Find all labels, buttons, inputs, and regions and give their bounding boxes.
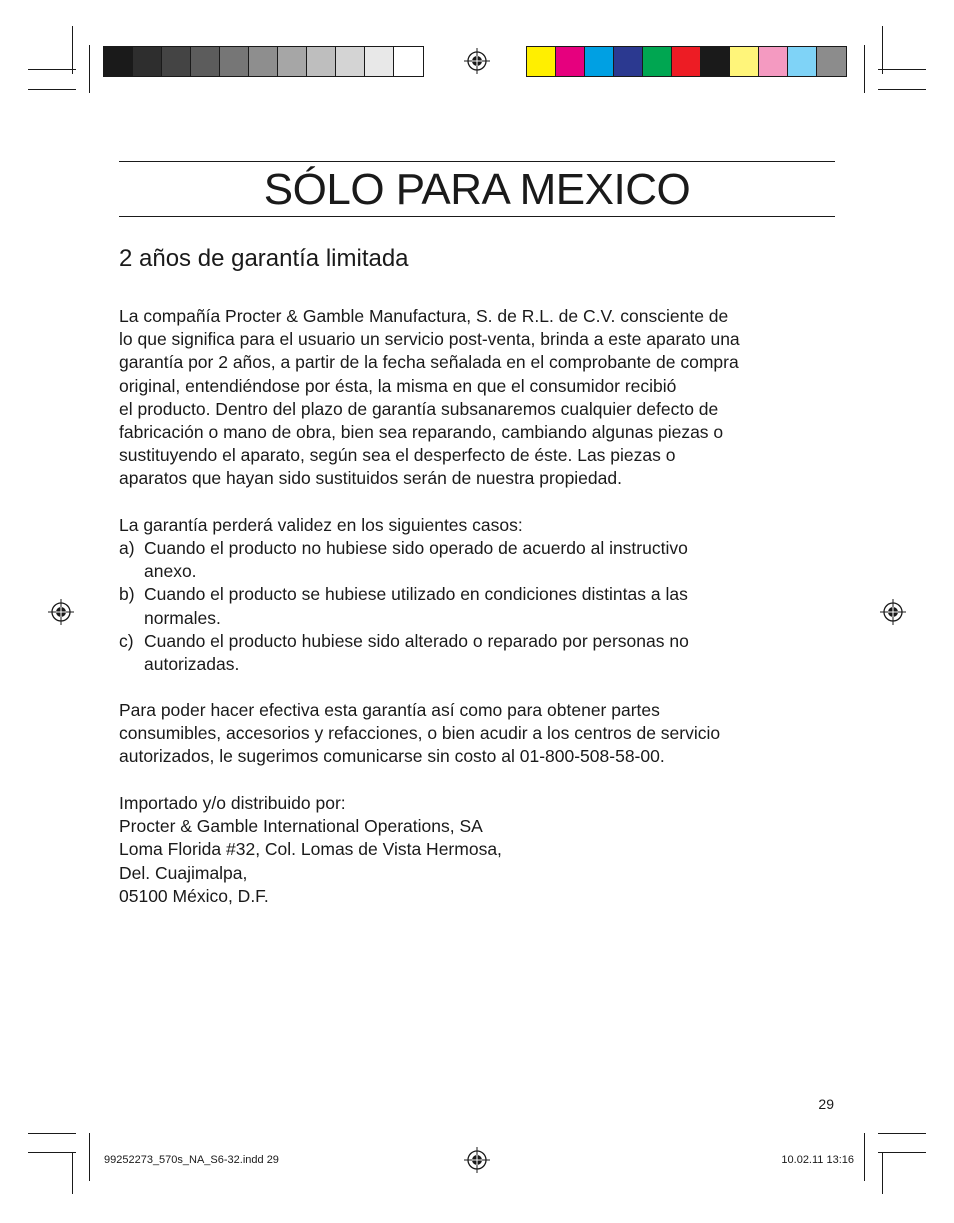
section-heading: 2 años de garantía limitada [119,245,409,272]
list-item [119,537,839,583]
registration-mark-icon [48,599,74,625]
cmyk-color-bar [526,46,847,77]
color-swatch [162,47,191,76]
gray-color-bar [103,46,424,77]
color-swatch [730,47,759,76]
crop-mark [878,1133,926,1134]
paragraph-line: el producto. Dentro del plazo de garantía subsanaremos cualquier defecto de [119,398,719,419]
color-swatch [365,47,394,76]
color-swatch [220,47,249,76]
paragraph-line: aparatos que hayan sido sustituidos serán de nuestra propiedad. [119,468,622,489]
list-item-marker: c) [119,630,134,651]
color-swatch [614,47,643,76]
list-item-marker: a) [119,538,135,558]
title-rule-top [119,161,835,162]
paragraph-line: lo que significa para el usuario un servicio post-venta, brinda a este aparato una [119,329,740,350]
crop-mark [882,26,883,74]
registration-mark-icon [464,1147,490,1173]
list-item [119,583,839,629]
paragraph-line: sustituyendo el aparato, según sea el desperfecto de éste. Las piezas o [119,445,676,466]
crop-mark [878,1152,926,1153]
address-line: Loma Florida #32, Col. Lomas de Vista Hermosa, [119,839,502,860]
color-swatch [133,47,162,76]
address-line: Procter & Gamble International Operations, SA [119,816,483,837]
page-title: SÓLO PARA MEXICO [263,165,691,214]
crop-mark [28,89,76,90]
title-rule-bottom [119,216,835,217]
paragraph-line: autorizados, le sugerimos comunicarse sin costo al 01-800-508-58-00. [119,746,665,767]
color-swatch [759,47,788,76]
slug-date-info: 10.02.11 13:16 [781,1154,854,1166]
list-item [119,630,839,676]
color-swatch [249,47,278,76]
color-swatch [336,47,365,76]
color-swatch [394,47,423,76]
registration-mark-icon [464,48,490,74]
crop-mark [878,89,926,90]
color-swatch [701,47,730,76]
address-line: Importado y/o distribuido por: [119,793,346,813]
list-item-text: Cuando el producto se hubiese utilizado en condiciones distintas a las normales. [144,584,688,628]
slug-file-info: 99252273_570s_NA_S6-32.indd 29 [104,1154,279,1166]
color-swatch [527,47,556,76]
list-item-marker: b) [119,584,135,605]
crop-mark [72,26,73,74]
color-swatch [672,47,701,76]
color-swatch [278,47,307,76]
color-swatch [104,47,133,76]
color-swatch [643,47,672,76]
registration-mark-icon [880,599,906,625]
paragraph-line: Para poder hacer efectiva esta garantía así como para obtener partes [119,700,660,720]
paragraph-line: original, entendiéndose por ésta, la misma en que el consumidor recibió [119,375,677,396]
void-heading: La garantía perderá validez en los siguientes casos: [119,515,523,535]
paragraph-line: fabricación o mano de obra, bien sea reparando, cambiando algunas piezas o [119,422,724,443]
service-paragraph [119,699,839,769]
crop-mark [28,69,76,70]
list-item-text: Cuando el producto hubiese sido alterado o reparado por personas no autorizadas. [144,630,689,675]
crop-mark [28,1152,76,1153]
crop-mark [882,1152,883,1194]
warranty-intro-paragraph [119,305,839,491]
crop-mark [89,1133,90,1181]
crop-mark [864,1133,865,1181]
color-swatch [191,47,220,76]
color-swatch [307,47,336,76]
color-swatch [556,47,585,76]
paragraph-line: garantía por 2 años, a partir de la fecha señalada en el comprobante de compra [119,352,739,373]
crop-mark [89,45,90,93]
color-swatch [585,47,614,76]
address-line: Del. Cuajimalpa, [119,862,248,883]
paragraph-line: La compañía Procter & Gamble Manufactura, S. de R.L. de C.V. consciente de [119,306,729,326]
address-line: 05100 México, D.F. [119,885,269,906]
crop-mark [72,1152,73,1194]
paragraph-line: consumibles, accesorios y refacciones, o bien acudir a los centros de servicio [119,723,721,744]
crop-mark [28,1133,76,1134]
crop-mark [878,69,926,70]
page-number: 29 [818,1096,834,1112]
void-conditions-list [119,537,839,676]
color-swatch [788,47,817,76]
color-swatch [817,47,846,76]
crop-mark [864,45,865,93]
list-item-text: Cuando el producto no hubiese sido operado de acuerdo al instructivo anexo. [144,538,688,582]
importer-address [119,792,839,908]
